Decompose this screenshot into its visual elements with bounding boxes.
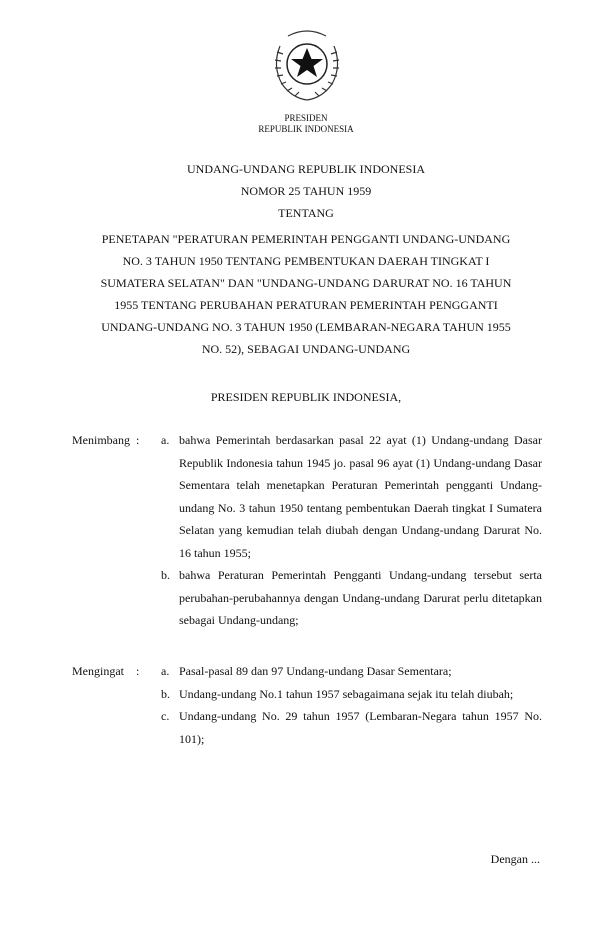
title-line: UNDANG-UNDANG REPUBLIK INDONESIA (187, 162, 425, 176)
document-title (0, 158, 612, 360)
list-item (161, 564, 542, 632)
mengingat-section (72, 660, 542, 750)
header-presiden: PRESIDEN (284, 113, 328, 123)
list-item (161, 660, 542, 683)
title-line: 1955 TENTANG PERUBAHAN PERATURAN PEMERINTAH PENGGANTI (114, 298, 498, 312)
item-letter: c. (161, 709, 170, 723)
title-line: NO. 3 TAHUN 1950 TENTANG PEMBENTUKAN DAERAH TINGKAT I (122, 254, 490, 268)
item-text: Pasal-pasal 89 dan 97 Undang-undang Dasar Sementara; (179, 664, 452, 678)
colon: : (136, 433, 140, 447)
title-line: UNDANG-UNDANG NO. 3 TAHUN 1950 (LEMBARAN-NEGARA TAHUN 1955 (101, 320, 511, 334)
president-line: PRESIDEN REPUBLIK INDONESIA, (210, 390, 402, 404)
title-line: NOMOR 25 TAHUN 1959 (240, 184, 372, 198)
item-letter: a. (161, 433, 170, 447)
item-letter: b. (161, 568, 170, 582)
list-item (161, 429, 542, 564)
menimbang-label: Menimbang (72, 433, 130, 447)
title-line: SUMATERA SELATAN" DAN "UNDANG-UNDANG DARURAT NO. 16 TAHUN (100, 276, 512, 290)
title-line: NO. 52), SEBAGAI UNDANG-UNDANG (201, 342, 411, 356)
item-letter: b. (161, 686, 170, 701)
item-text: bahwa Peraturan Pemerintah Pengganti Undang-undang tersebut serta perubahan-perubahannya dengan Undang-undang Darurat perlu ditetapkan sebagai Undang-undang; (179, 568, 542, 627)
header-republik: REPUBLIK INDONESIA (258, 124, 354, 134)
title-line: PENETAPAN "PERATURAN PEMERINTAH PENGGANTI UNDANG-UNDANG (101, 232, 511, 246)
title-line: TENTANG (278, 206, 334, 220)
colon: : (136, 664, 140, 678)
page-continuation: Dengan ... (490, 852, 540, 866)
list-item (161, 683, 542, 706)
item-text: Undang-undang No. 29 tahun 1957 (Lembaran-Negara tahun 1957 No. 101); (179, 709, 542, 746)
list-item (161, 705, 542, 750)
garuda-emblem-icon (268, 26, 346, 106)
item-letter: a. (161, 664, 170, 678)
item-text: Undang-undang No.1 tahun 1957 sebagaimana sejak itu telah diubah; (179, 686, 514, 701)
mengingat-label: Mengingat (72, 664, 124, 678)
item-text: bahwa Pemerintah berdasarkan pasal 22 ayat (1) Undang-undang Dasar Republik Indonesia tahun 1945 jo. pasal 96 ayat (1) Undang-undang Dasar Sementara telah menetapkan Peraturan Pemerintah pengganti Undang-undang No. 3 tahun 1950 tentang pembentukan Daerah tingkat I Sumatera Selatan yang kemudian telah diubah dengan Undang-undang Darurat No. 16 tahun 1955; (179, 433, 542, 560)
menimbang-section (72, 429, 542, 632)
